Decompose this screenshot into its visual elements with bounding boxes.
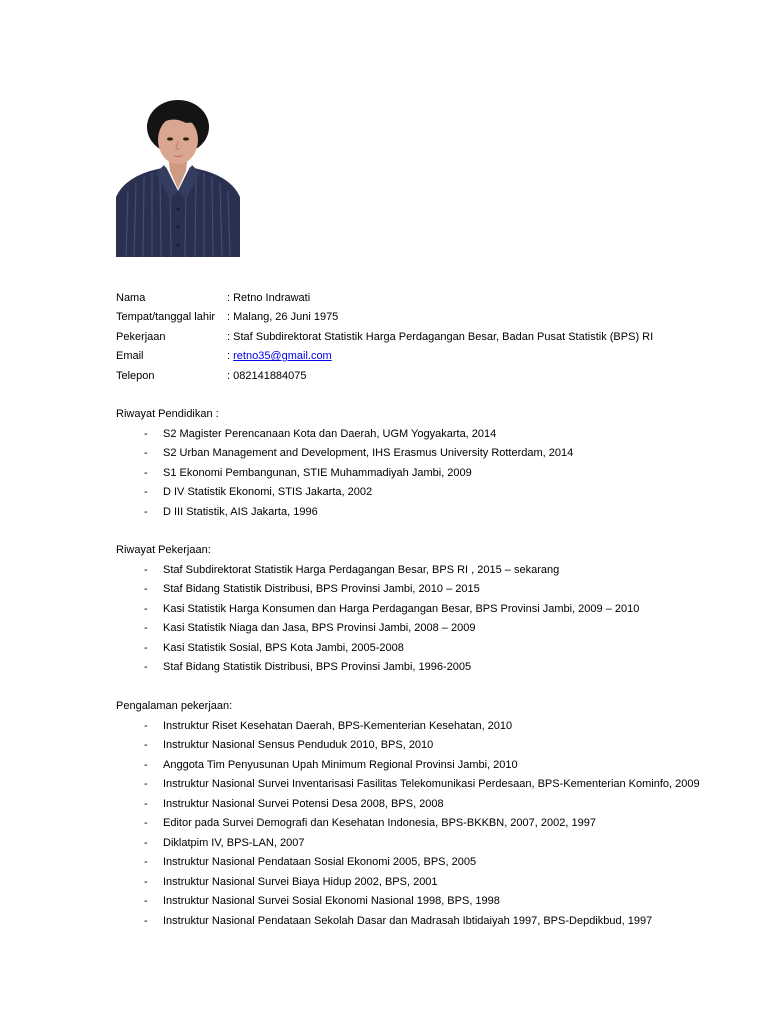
list-dash: -: [144, 719, 148, 732]
info-label: Nama: [116, 292, 146, 304]
list-item-text: S2 Magister Perencanaan Kota dan Daerah, UGM Yogyakarta, 2014: [163, 427, 497, 440]
list-item-text: Instruktur Nasional Pendataan Sekolah Dasar dan Madrasah Ibtidaiyah 1997, BPS-Depdikbud, 1997: [163, 914, 653, 927]
list-item: [116, 893, 500, 913]
list-dash: -: [144, 602, 148, 615]
list-item-text: D IV Statistik Ekonomi, STIS Jakarta, 2002: [163, 486, 373, 498]
list-dash: -: [144, 817, 148, 829]
list-item-text: S2 Urban Management and Development, IHS Erasmus University Rotterdam, 2014: [163, 447, 574, 459]
list-dash: -: [144, 486, 148, 498]
list-item-text: Diklatpim IV, BPS-LAN, 2007: [163, 836, 305, 849]
list-item-text: Staf Bidang Statistik Distribusi, BPS Provinsi Jambi, 2010 – 2015: [163, 583, 480, 595]
list-item: [116, 465, 472, 485]
info-value: : 082141884075: [227, 369, 307, 382]
list-dash: -: [144, 661, 148, 673]
list-item: [116, 620, 476, 640]
list-item: [116, 601, 640, 621]
list-dash: -: [144, 895, 148, 907]
education-section: [116, 406, 574, 523]
email-link[interactable]: retno35@gmail.com: [233, 350, 332, 363]
info-label: Tempat/tanggal lahir: [116, 311, 216, 324]
list-dash: -: [144, 466, 148, 479]
list-dash: -: [144, 427, 148, 440]
list-item-text: Instruktur Nasional Sensus Penduduk 2010, BPS, 2010: [163, 739, 434, 751]
list-item: [116, 815, 596, 835]
list-dash: -: [144, 856, 148, 868]
list-item-text: Staf Subdirektorat Statistik Harga Perdagangan Besar, BPS RI , 2015 – sekarang: [163, 563, 560, 576]
info-value: : Staf Subdirektorat Statistik Harga Perdagangan Besar, Badan Pusat Statistik (BPS) RI: [227, 330, 654, 343]
experience-section: [116, 698, 700, 932]
list-item: [116, 659, 472, 679]
list-dash: -: [144, 758, 148, 771]
profile-photo: [116, 99, 240, 257]
list-item: [116, 913, 653, 933]
list-item: [116, 426, 497, 446]
list-item-text: Instruktur Nasional Survei Inventarisasi Fasilitas Telekomunikasi Perdesaan, BPS-Kementerian Kominfo, 2009: [163, 778, 700, 790]
list-item-text: Editor pada Survei Demografi dan Kesehatan Indonesia, BPS-BKKBN, 2007, 2002, 1997: [163, 817, 596, 829]
info-label: Email: [116, 350, 144, 363]
info-value: : Retno Indrawati: [227, 292, 311, 304]
list-dash: -: [144, 836, 148, 849]
list-item: [116, 718, 513, 738]
list-item: [116, 776, 700, 796]
list-item: [116, 445, 574, 465]
list-item-text: Instruktur Nasional Pendataan Sosial Ekonomi 2005, BPS, 2005: [163, 856, 477, 868]
list-item: [116, 581, 480, 601]
list-item: [116, 835, 305, 855]
list-dash: -: [144, 797, 148, 810]
list-dash: -: [144, 447, 148, 459]
list-item: [116, 737, 434, 757]
info-value: [227, 348, 332, 364]
list-dash: -: [144, 914, 148, 927]
list-item: [116, 562, 560, 582]
experience-title: Pengalaman pekerjaan:: [116, 700, 233, 712]
list-item-text: D III Statistik, AIS Jakarta, 1996: [163, 505, 318, 518]
email-prefix: :: [227, 350, 234, 363]
list-item: [116, 796, 444, 816]
experience-list: [116, 718, 700, 933]
list-item: [116, 854, 477, 874]
list-item-text: Kasi Statistik Niaga dan Jasa, BPS Provinsi Jambi, 2008 – 2009: [163, 622, 476, 634]
list-item: [116, 504, 318, 524]
work-history-title: Riwayat Pekerjaan:: [116, 544, 211, 556]
list-item-text: Anggota Tim Penyusunan Upah Minimum Regional Provinsi Jambi, 2010: [163, 758, 518, 771]
list-item: [116, 484, 373, 504]
list-item-text: S1 Ekonomi Pembangunan, STIE Muhammadiyah Jambi, 2009: [163, 466, 472, 479]
work-history-section: [116, 542, 640, 679]
list-dash: -: [144, 739, 148, 751]
list-item-text: Instruktur Nasional Survei Potensi Desa 2008, BPS, 2008: [163, 797, 444, 810]
list-item-text: Kasi Statistik Sosial, BPS Kota Jambi, 2005-2008: [163, 641, 404, 654]
info-label: Telepon: [116, 369, 155, 382]
list-item-text: Kasi Statistik Harga Konsumen dan Harga Perdagangan Besar, BPS Provinsi Jambi, 2009 – 2010: [163, 602, 640, 615]
education-list: [116, 426, 574, 524]
list-item-text: Instruktur Nasional Survei Biaya Hidup 2002, BPS, 2001: [163, 875, 438, 888]
list-item-text: Staf Bidang Statistik Distribusi, BPS Provinsi Jambi, 1996-2005: [163, 661, 472, 673]
list-item-text: Instruktur Nasional Survei Sosial Ekonomi Nasional 1998, BPS, 1998: [163, 895, 500, 907]
list-dash: -: [144, 563, 148, 576]
list-item-text: Instruktur Riset Kesehatan Daerah, BPS-Kementerian Kesehatan, 2010: [163, 719, 513, 732]
portrait-illustration: [116, 99, 240, 257]
list-item: [116, 874, 438, 894]
list-dash: -: [144, 622, 148, 634]
education-title: Riwayat Pendidikan :: [116, 408, 219, 420]
list-dash: -: [144, 641, 148, 654]
info-value: : Malang, 26 Juni 1975: [227, 311, 339, 324]
list-dash: -: [144, 778, 148, 790]
info-label: Pekerjaan: [116, 330, 166, 343]
list-dash: -: [144, 875, 148, 888]
list-item: [116, 640, 404, 660]
list-item: [116, 757, 518, 777]
work-history-list: [116, 562, 640, 679]
list-dash: -: [144, 583, 148, 595]
list-dash: -: [144, 505, 148, 518]
